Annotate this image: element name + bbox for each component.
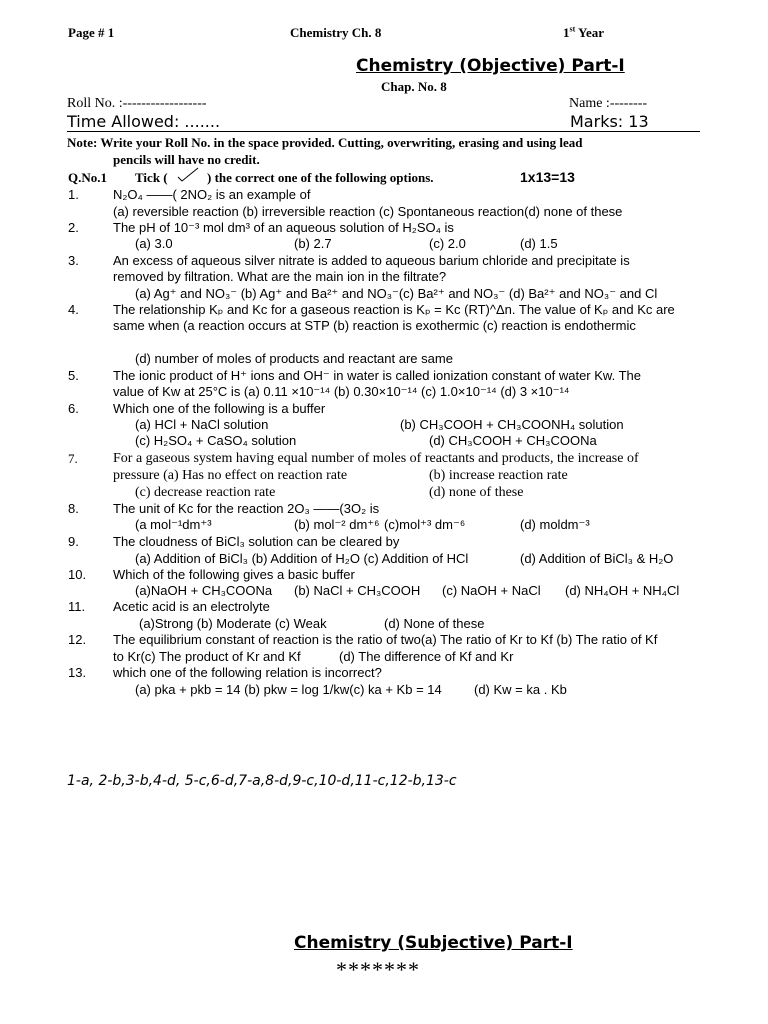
answer-key: 1-a, 2-b,3-b,4-d, 5-c,6-d,7-a,8-d,9-c,10-d,11-c,12-b,13-c (67, 773, 457, 789)
tick-instruction-b: ) the correct one of the following options. (207, 170, 434, 185)
q3-number: 3. (68, 253, 79, 268)
q8-option-d: (d) moldm⁻³ (520, 517, 590, 532)
stars-divider: ******* (336, 957, 420, 982)
q7-option-d: (d) none of these (429, 485, 524, 500)
q10-option-d: (d) NH₄OH + NH₄Cl (565, 583, 680, 598)
q2-stem: The pH of 10⁻³ mol dm³ of an aqueous solution of H₂SO₄ is (113, 220, 454, 235)
q6-option-b: (b) CH₃COOH + CH₃COONH₄ solution (400, 417, 624, 432)
q1-options: (a) reversible reaction (b) irreversible reaction (c) Spontaneous reaction(d) none of these (113, 204, 623, 219)
q13-stem: which one of the following relation is incorrect? (113, 665, 382, 680)
q12-line-1: The equilibrium constant of reaction is the ratio of two(a) The ratio of Kr to Kf (b) The ratio of Kf (113, 632, 658, 647)
q7-number: 7. (68, 451, 78, 466)
q11-number: 11. (68, 599, 86, 614)
time-allowed: Time Allowed: ....... (67, 112, 221, 131)
q9-stem: The cloudness of BiCl₃ solution can be cleared by (113, 534, 400, 549)
q3-line-2: removed by filtration. What are the main ion in the filtrate? (113, 269, 447, 284)
question-label: Q.No.1 (68, 170, 107, 185)
q13-options-abc: (a) pka + pkb = 14 (b) pkw = log 1/kw(c) ka + Kb = 14 (135, 682, 442, 697)
q6-stem: Which one of the following is a buffer (113, 401, 326, 416)
q10-option-b: (b) NaCl + CH₃COOH (294, 583, 421, 598)
note-line-2: pencils will have no credit. (113, 152, 260, 167)
note-line-1: Note: Write your Roll No. in the space provided. Cutting, overwriting, erasing and using lead (67, 135, 583, 150)
q6-number: 6. (68, 401, 79, 416)
q6-option-d: (d) CH₃COOH + CH₃COONa (429, 433, 597, 448)
q10-option-a: (a)NaOH + CH₃COONa (135, 583, 273, 598)
q1-number: 1. (68, 187, 79, 202)
q5-line-2: value of Kw at 25°C is (a) 0.11 ×10⁻¹⁴ (b) 0.30×10⁻¹⁴ (c) 1.0×10⁻¹⁴ (d) 3 ×10⁻¹⁴ (113, 384, 570, 399)
q7-option-c: (c) decrease reaction rate (135, 485, 276, 500)
page-title: Chemistry (Objective) Part-I (356, 56, 625, 76)
q7-line-2: pressure (a) Has no effect on reaction rate (113, 468, 348, 483)
q6-option-c: (c) H₂SO₄ + CaSO₄ solution (135, 433, 297, 448)
q8-number: 8. (68, 501, 79, 516)
q9-number: 9. (68, 534, 79, 549)
q4-line-3: (d) number of moles of products and reactant are same (135, 351, 453, 366)
q7-line-1: For a gaseous system having equal number of moles of reactants and products, the increase of (113, 451, 639, 466)
q5-number: 5. (68, 368, 79, 383)
question-marks: 1x13=13 (520, 169, 575, 185)
q10-number: 10. (68, 567, 87, 582)
chapter-header: Chemistry Ch. 8 (290, 25, 382, 40)
q4-line-1: The relationship Kₚ and Kc for a gaseous reaction is Kₚ = Kc (RT)^Δn. The value of Kₚ and Kc are (113, 302, 675, 317)
chapter-number: Chap. No. 8 (381, 79, 447, 94)
divider (67, 131, 700, 132)
q9-options-abc: (a) Addition of BiCl₃ (b) Addition of H₂O (c) Addition of HCl (135, 551, 469, 566)
q3-line-1: An excess of aqueous silver nitrate is added to aqueous barium chloride and precipitate is (113, 253, 630, 268)
q8-stem: The unit of Kc for the reaction 2O₃ ——(3O₂ is (113, 501, 380, 516)
q12-option-d: (d) The difference of Kf and Kr (339, 649, 514, 664)
q13-option-d: (d) Kw = ka . Kb (474, 682, 567, 697)
q7-option-b: (b) increase reaction rate (429, 468, 568, 483)
q8-option-b: (b) mol⁻² dm⁺⁶ (294, 517, 380, 532)
q3-options: (a) Ag⁺ and NO₃⁻ (b) Ag⁺ and Ba²⁺ and NO₃⁻(c) Ba²⁺ and NO₃⁻ (d) Ba²⁺ and NO₃⁻ and Cl (135, 286, 658, 301)
q2-option-c: (c) 2.0 (429, 236, 466, 251)
q13-number: 13. (68, 665, 87, 680)
subjective-title: Chemistry (Subjective) Part-I (294, 933, 573, 953)
q11-option-d: (d) None of these (384, 616, 485, 631)
q4-line-2: same when (a reaction occurs at STP (b) reaction is exothermic (c) reaction is endothermic (113, 318, 636, 333)
q2-option-b: (b) 2.7 (294, 236, 332, 251)
q8-option-a: (a mol⁻¹dm⁺³ (135, 517, 212, 532)
total-marks: Marks: 13 (570, 112, 649, 131)
year-header: 1st Year (563, 24, 605, 40)
q5-line-1: The ionic product of H⁺ ions and OH⁻ in water is called ionization constant of water Kw. The (113, 368, 641, 383)
q9-option-d: (d) Addition of BiCl₃ & H₂O (520, 551, 674, 566)
q8-option-c: (c)mol⁺³ dm⁻⁶ (384, 517, 466, 532)
q10-option-c: (c) NaOH + NaCl (442, 583, 541, 598)
q1-stem: N₂O₄ ——( 2NO₂ is an example of (113, 187, 311, 202)
name-field: Name :-------- (569, 96, 648, 111)
q10-stem: Which of the following gives a basic buffer (113, 567, 355, 582)
q2-option-d: (d) 1.5 (520, 236, 558, 251)
q2-option-a: (a) 3.0 (135, 236, 173, 251)
q12-line-2: to Kr(c) The product of Kr and Kf (113, 649, 301, 664)
q6-option-a: (a) HCl + NaCl solution (135, 417, 269, 432)
page-number: Page # 1 (68, 25, 115, 40)
q12-number: 12. (68, 632, 87, 647)
q11-stem: Acetic acid is an electrolyte (113, 599, 270, 614)
q2-number: 2. (68, 220, 79, 235)
roll-number-field: Roll No. :------------------ (67, 96, 207, 111)
tick-instruction-a: Tick ( (135, 170, 168, 185)
q4-number: 4. (68, 302, 79, 317)
tick-mark-icon (176, 166, 200, 182)
q11-options-abc: (a)Strong (b) Moderate (c) Weak (139, 616, 327, 631)
